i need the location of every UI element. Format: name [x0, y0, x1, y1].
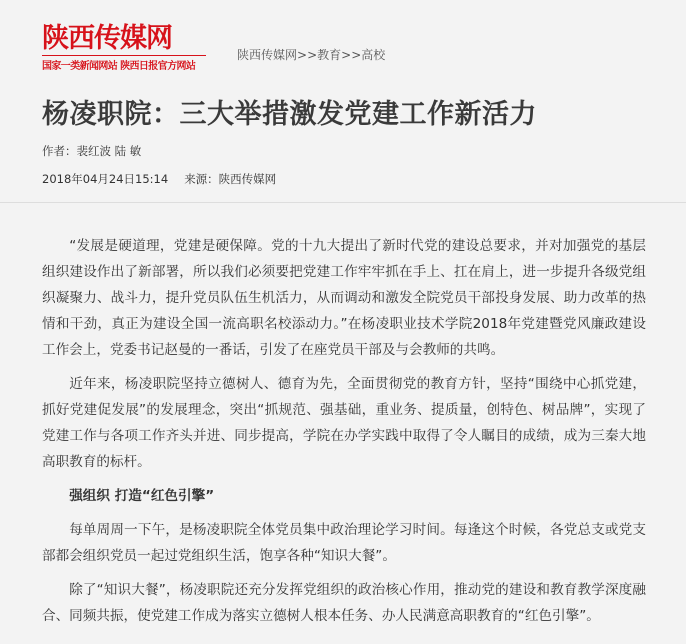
breadcrumb-separator: >> [341, 48, 362, 62]
breadcrumb-separator: >> [297, 48, 318, 62]
breadcrumb-home[interactable]: 陕西传媒网 [237, 48, 298, 62]
breadcrumb-education[interactable]: 教育 [317, 48, 342, 62]
breadcrumb-college[interactable]: 高校 [361, 48, 386, 62]
logo-divider [42, 55, 206, 56]
article-paragraph: 近年来，杨凌职院坚持立德树人、德育为先，全面贯彻党的教育方针，坚持“围绕中心抓党建，抓好党建促发展”的发展理念，突出“抓规范、强基础，重业务、提质量，创特色、树品牌”，实现了党建工作与各项工作齐头并进、同步提高，学院在办学实践中取得了令人瞩目的成绩，成为三秦大地高职教育的标杆。 [42, 376, 646, 470]
logo-name: 陕西传媒网 [42, 23, 172, 54]
header-divider [0, 202, 686, 203]
article-paragraph: 每单周周一下午，是杨凌职院全体党员集中政治理论学习时间。每逢这个时候，各党总支或党支部都会组织党员一起过党组织生活，饱享各种“知识大餐”。 [42, 522, 646, 564]
article-author: 作者：裴红波 陆 敏 [42, 144, 142, 158]
article-source: 来源：陕西传媒网 [184, 172, 277, 186]
article-date: 2018年04月24日15:14 [42, 172, 169, 186]
breadcrumb [237, 46, 385, 63]
logo-slogan: 国家一类新闻网站 陕西日报官方网站 [42, 61, 196, 72]
article-body [42, 233, 646, 637]
site-logo[interactable] [42, 16, 208, 72]
article-paragraph: 除了“知识大餐”，杨凌职院还充分发挥党组织的政治核心作用，推动党的建设和教育教学深度融合、同频共振，使党建工作成为落实立德树人根本任务、办人民满意高职教育的“红色引擎”。 [42, 582, 646, 624]
section-heading: 强组织 打造“红色引擎” [69, 488, 215, 504]
article-paragraph: “发展是硬道理，党建是硬保障。党的十九大提出了新时代党的建设总要求，并对加强党的基层组织建设作出了新部署，所以我们必须要把党建工作牢牢抓在手上、扛在肩上，进一步提升各级党组织凝聚力、战斗力，提升党员队伍生机活力，从而调动和激发全院党员干部投身发展、助力改革的热情和干劲，真正为建设全国一流高职名校添动力。”在杨凌职业技术学院2018年党建暨党风廉政建设工作会上，党委书记赵曼的一番话，引发了在座党员干部及与会教师的共鸣。 [42, 238, 646, 358]
article-dateline [42, 171, 276, 187]
article-title: 杨凌职院：三大举措激发党建工作新活力 [42, 99, 537, 130]
